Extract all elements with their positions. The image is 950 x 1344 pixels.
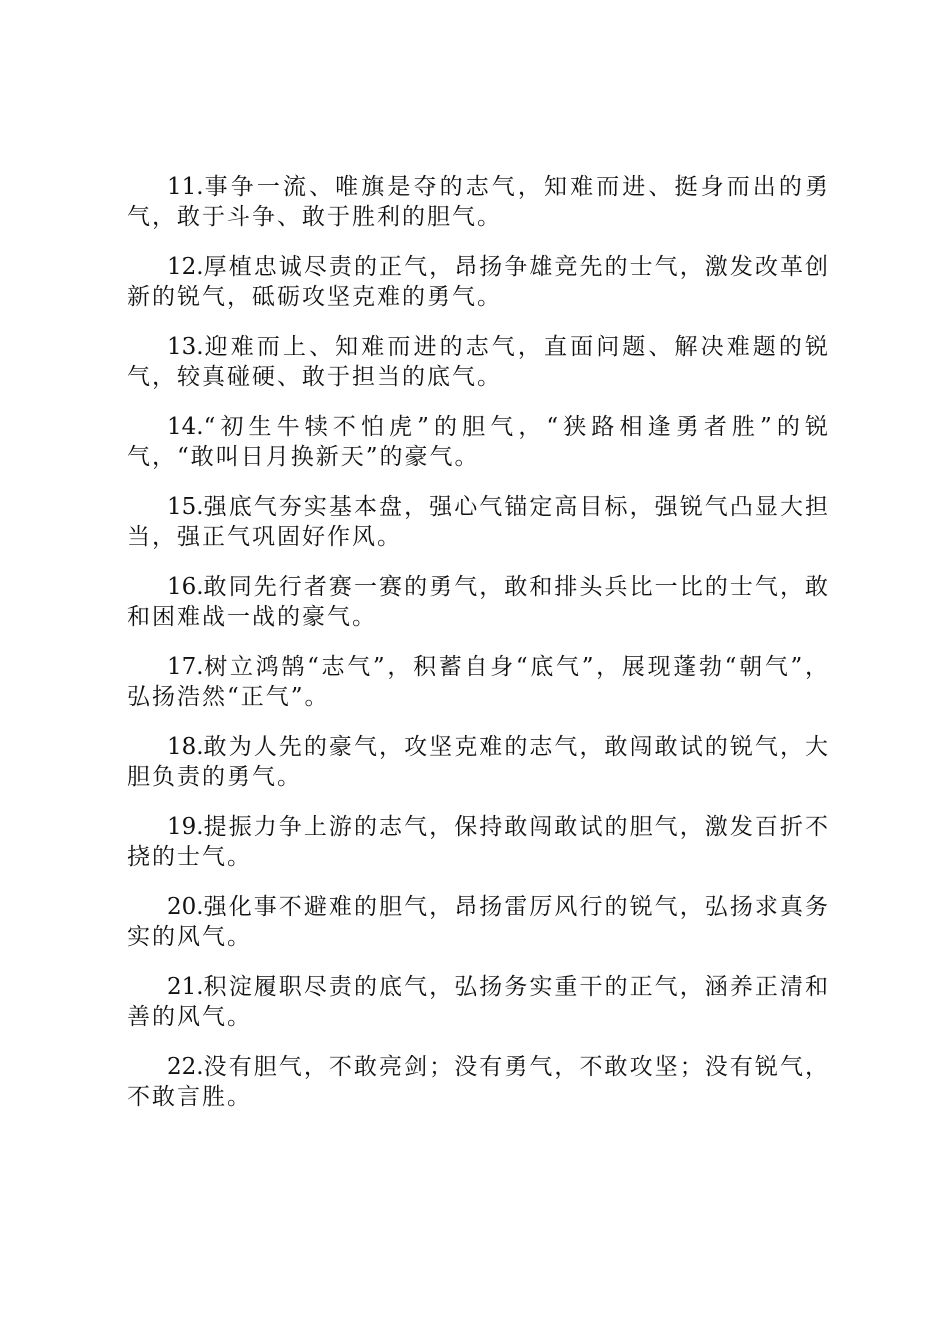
paragraph-number: 22. xyxy=(167,1054,204,1080)
paragraph-number: 19. xyxy=(167,814,204,840)
paragraph-text: 敢同先行者赛一赛的勇气，敢和排头兵比一比的士气，敢和困难战一战的豪气。 xyxy=(127,574,830,630)
paragraph-number: 16. xyxy=(167,574,204,600)
paragraph-16 xyxy=(127,572,830,632)
paragraph-11 xyxy=(127,172,830,232)
document-page xyxy=(127,172,830,1132)
paragraph-number: 15. xyxy=(167,494,204,520)
paragraph-12 xyxy=(127,252,830,312)
paragraph-text: 厚植忠诚尽责的正气，昂扬争雄竞先的士气，激发改革创新的锐气，砥砺攻坚克难的勇气。 xyxy=(127,254,830,310)
paragraph-text: 强化事不避难的胆气，昂扬雷厉风行的锐气，弘扬求真务实的风气。 xyxy=(127,894,830,950)
paragraph-number: 14. xyxy=(167,414,204,440)
paragraph-14 xyxy=(127,412,830,472)
paragraph-18 xyxy=(127,732,830,792)
paragraph-number: 20. xyxy=(167,894,204,920)
paragraph-22 xyxy=(127,1052,830,1112)
paragraph-text: “初生牛犊不怕虎”的胆气，“狭路相逢勇者胜”的锐气，“敢叫日月换新天”的豪气。 xyxy=(127,414,830,470)
paragraph-number: 21. xyxy=(167,974,204,1000)
paragraph-15 xyxy=(127,492,830,552)
paragraph-text: 树立鸿鹄“志气”，积蓄自身“底气”，展现蓬勃“朝气”，弘扬浩然“正气”。 xyxy=(127,654,830,710)
paragraph-text: 强底气夯实基本盘，强心气锚定高目标，强锐气凸显大担当，强正气巩固好作风。 xyxy=(127,494,830,550)
paragraph-17 xyxy=(127,652,830,712)
paragraph-text: 事争一流、唯旗是夺的志气，知难而进、挺身而出的勇气，敢于斗争、敢于胜利的胆气。 xyxy=(127,174,830,230)
paragraph-text: 提振力争上游的志气，保持敢闯敢试的胆气，激发百折不挠的士气。 xyxy=(127,814,830,870)
paragraph-20 xyxy=(127,892,830,952)
paragraph-number: 12. xyxy=(167,254,204,280)
paragraph-number: 13. xyxy=(167,334,204,360)
paragraph-text: 积淀履职尽责的底气，弘扬务实重干的正气，涵养正清和善的风气。 xyxy=(127,974,830,1030)
paragraph-text: 迎难而上、知难而进的志气，直面问题、解决难题的锐气，较真碰硬、敢于担当的底气。 xyxy=(127,334,830,390)
paragraph-21 xyxy=(127,972,830,1032)
paragraph-19 xyxy=(127,812,830,872)
paragraph-text: 敢为人先的豪气，攻坚克难的志气，敢闯敢试的锐气，大胆负责的勇气。 xyxy=(127,734,830,790)
paragraph-text: 没有胆气，不敢亮剑；没有勇气，不敢攻坚；没有锐气，不敢言胜。 xyxy=(127,1054,830,1110)
paragraph-number: 18. xyxy=(167,734,204,760)
paragraph-number: 11. xyxy=(167,174,204,200)
paragraph-number: 17. xyxy=(167,654,204,680)
paragraph-13 xyxy=(127,332,830,392)
